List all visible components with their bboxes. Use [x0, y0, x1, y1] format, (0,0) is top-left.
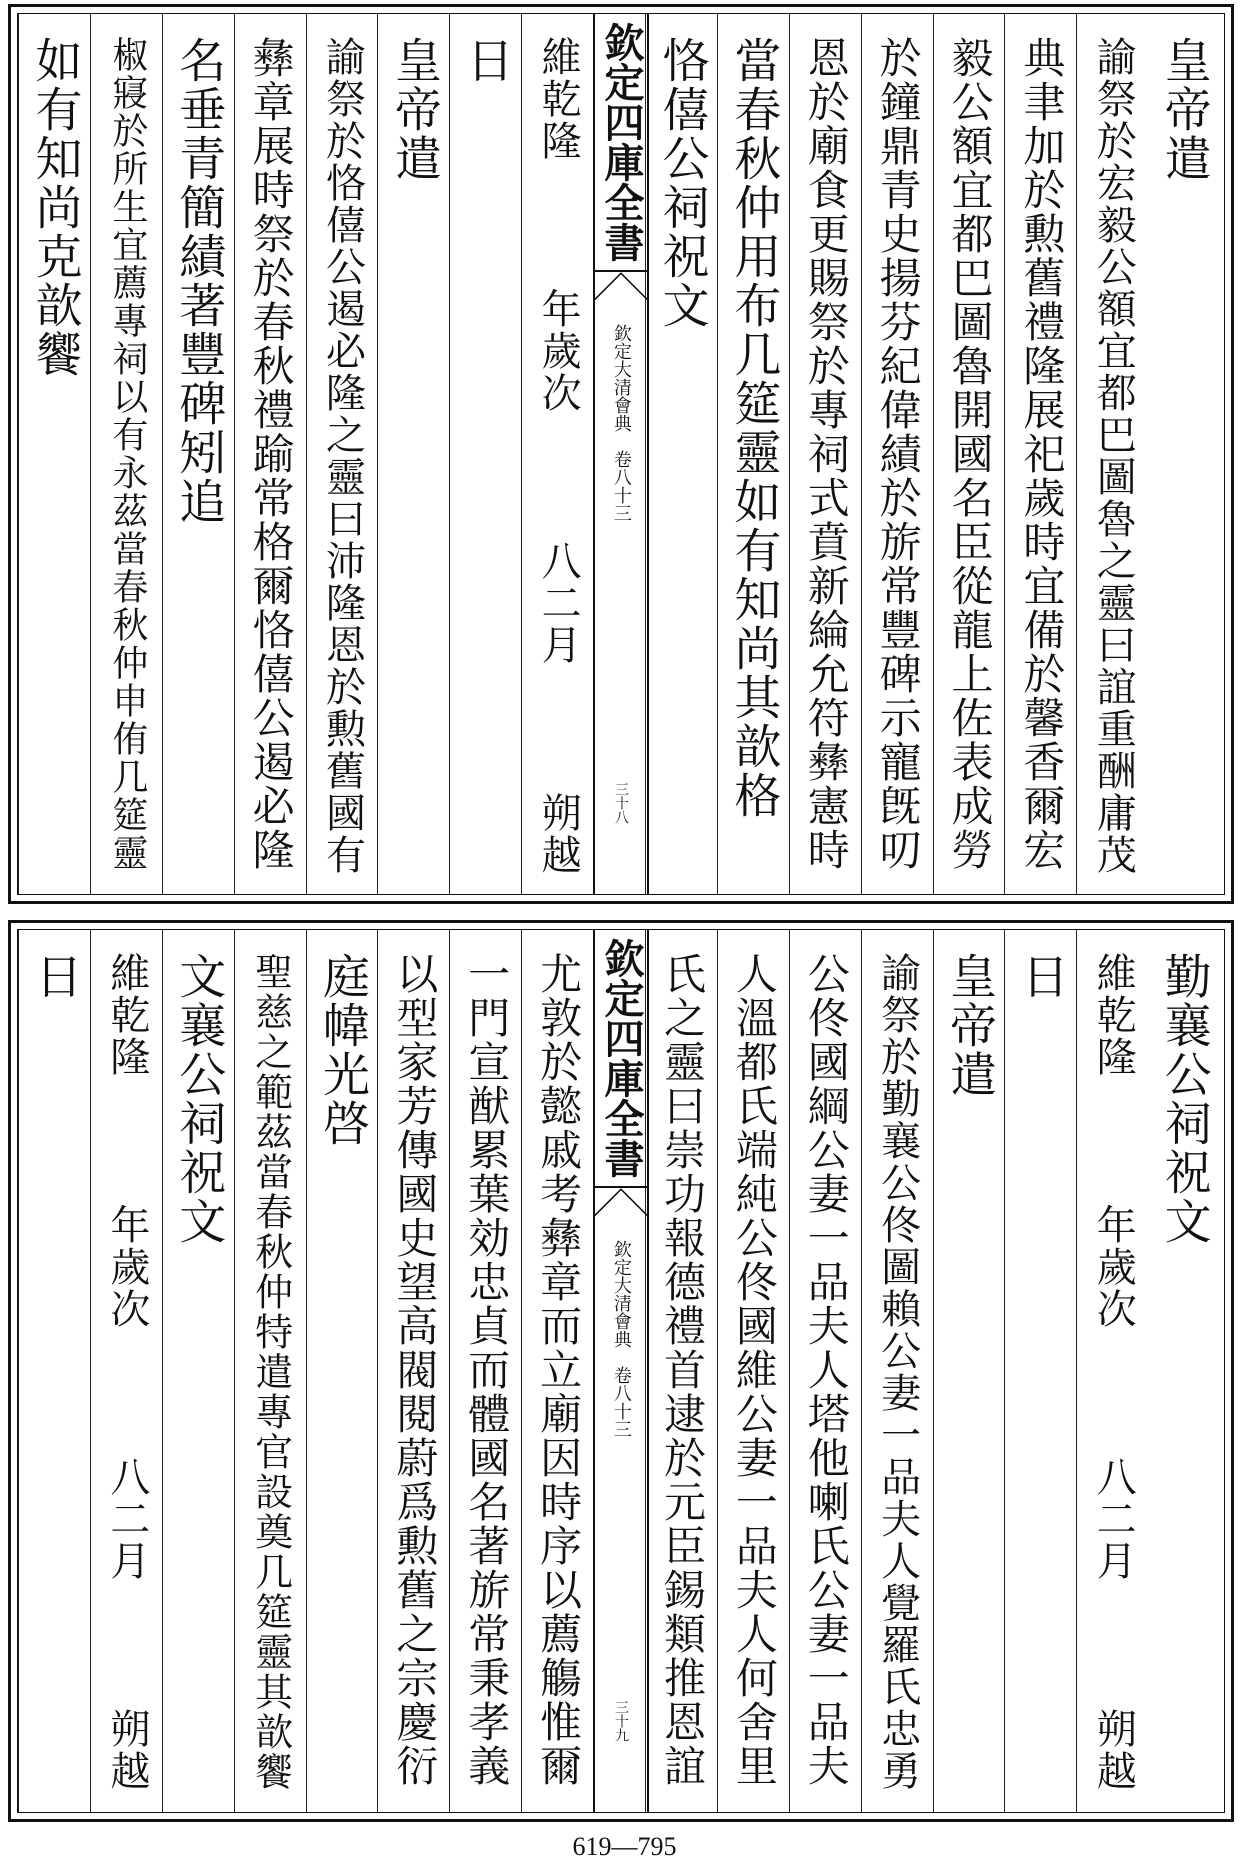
margin-subtitle: 欽定大清會典 卷八十三 [610, 324, 632, 522]
column-text: 恩於廟食更賜祭於專祠式賁新綸允符彝憲時 [801, 36, 851, 872]
margin-title: 欽定四庫全書 [598, 22, 645, 262]
bottom-page [8, 920, 1234, 1822]
column-text: 諭祭於宏毅公額宜都巴圖魯之靈曰誼重酬庸茂 [1090, 36, 1137, 876]
column-text: 彝章展時祭於春秋禮踰常格爾恪僖公遏必隆 [246, 36, 296, 872]
text-column [1076, 14, 1149, 894]
column-text: 皇帝遣 [386, 36, 442, 183]
bottom-page-text-frame [17, 929, 1225, 1813]
top_page-margin-column [593, 14, 649, 894]
text-column [717, 14, 790, 894]
top-page-text-frame [17, 13, 1225, 895]
column-text: 毅公額宜都巴圖魯開國名臣從龍上佐表成勞 [945, 36, 995, 872]
text-column [377, 930, 450, 1812]
margin-title: 欽定四庫全書 [598, 938, 645, 1178]
column-text: 日 [27, 952, 83, 1001]
bottom_page-margin-column [593, 930, 649, 1812]
text-column [861, 14, 934, 894]
margin-page-number: 三十八 [613, 782, 629, 824]
text-column [933, 930, 1006, 1812]
text-column [449, 14, 522, 894]
column-text: 維乾隆 年歲次 八二月 朔越 [1090, 952, 1137, 1792]
text-column [306, 930, 379, 1812]
text-column [861, 930, 934, 1812]
column-text: 維乾隆 年歲次 八二月 朔越 [103, 952, 150, 1792]
text-column [1148, 14, 1220, 894]
text-column [1004, 930, 1077, 1812]
text-column [1076, 930, 1149, 1812]
text-column [789, 930, 862, 1812]
top-page [8, 4, 1234, 904]
text-column [234, 14, 307, 894]
text-column [1148, 930, 1220, 1812]
column-text: 庭幃光啓 [314, 952, 370, 1148]
text-column [789, 14, 862, 894]
text-column [162, 14, 235, 894]
text-column [90, 14, 163, 894]
text-column [234, 930, 307, 1812]
margin-subtitle: 欽定大清會典 卷八十三 [610, 1240, 632, 1438]
margin-page-number: 三十九 [613, 1700, 629, 1742]
column-text: 於鐘鼎青史揚芬紀偉績於旂常豐碑示寵旣叨 [873, 36, 923, 872]
column-text: 諭祭於恪僖公遏必隆之靈曰沛隆恩於勲舊國有 [319, 36, 366, 876]
text-column [645, 14, 718, 894]
column-text: 氏之靈曰崇功報德禮首逮於元臣錫類推恩誼 [657, 952, 707, 1788]
column-text: 尤敦於懿戚考彝章而立廟因時序以薦觴惟爾 [534, 952, 584, 1788]
column-text: 皇帝遣 [1156, 36, 1212, 183]
column-text: 當春秋仲用布几筵靈如有知尚其歆格 [726, 36, 782, 820]
text-column [521, 14, 594, 894]
text-column [449, 930, 522, 1812]
text-column [90, 930, 163, 1812]
text-column [377, 14, 450, 894]
column-text: 諭祭於勤襄公佟圖賴公妻一品夫人覺羅氏忠勇 [874, 952, 921, 1792]
column-text: 文襄公祠祝文 [171, 952, 227, 1246]
text-column [1004, 14, 1077, 894]
column-text: 恪僖公祠祝文 [654, 36, 710, 330]
column-text: 勤襄公祠祝文 [1156, 952, 1212, 1246]
text-column [306, 14, 379, 894]
column-text: 皇帝遣 [941, 952, 997, 1099]
text-column [162, 930, 235, 1812]
column-text: 維乾隆 年歲次 八二月 朔越 [535, 36, 582, 876]
fishtail-mark-icon [595, 1186, 647, 1216]
column-text: 日 [458, 36, 514, 85]
column-text: 以型家芳傳國史望高閥閱蔚爲勲舊之宗慶衍 [390, 952, 440, 1788]
text-column [18, 930, 91, 1812]
fishtail-mark-icon [595, 270, 647, 300]
column-text: 聖慈之範茲當春秋仲特遣專官設奠几筵靈其歆饗 [248, 952, 293, 1792]
text-column [521, 930, 594, 1812]
text-column [18, 14, 91, 894]
column-text: 典聿加於勲舊禮隆展祀歲時宜備於馨香爾宏 [1017, 36, 1067, 872]
text-column [645, 930, 718, 1812]
text-column [933, 14, 1006, 894]
column-text: 人溫都氏端純公佟國維公妻一品夫人何舍里 [729, 952, 779, 1788]
column-text: 一門宣猷累葉効忠貞而體國名著旂常秉孝義 [462, 952, 512, 1788]
column-text: 名垂青簡績著豐碑矧追 [171, 36, 227, 526]
column-text: 日 [1013, 952, 1069, 1001]
column-text: 如有知尚克歆饗 [27, 36, 83, 379]
page-number: 619—795 [572, 1832, 677, 1861]
column-text: 椒寢於所生宜薦專祠以有永茲當春秋仲申侑几筵靈 [106, 36, 148, 872]
text-column [717, 930, 790, 1812]
column-text: 公佟國綱公妻一品夫人塔他喇氏公妻一品夫 [801, 952, 851, 1788]
